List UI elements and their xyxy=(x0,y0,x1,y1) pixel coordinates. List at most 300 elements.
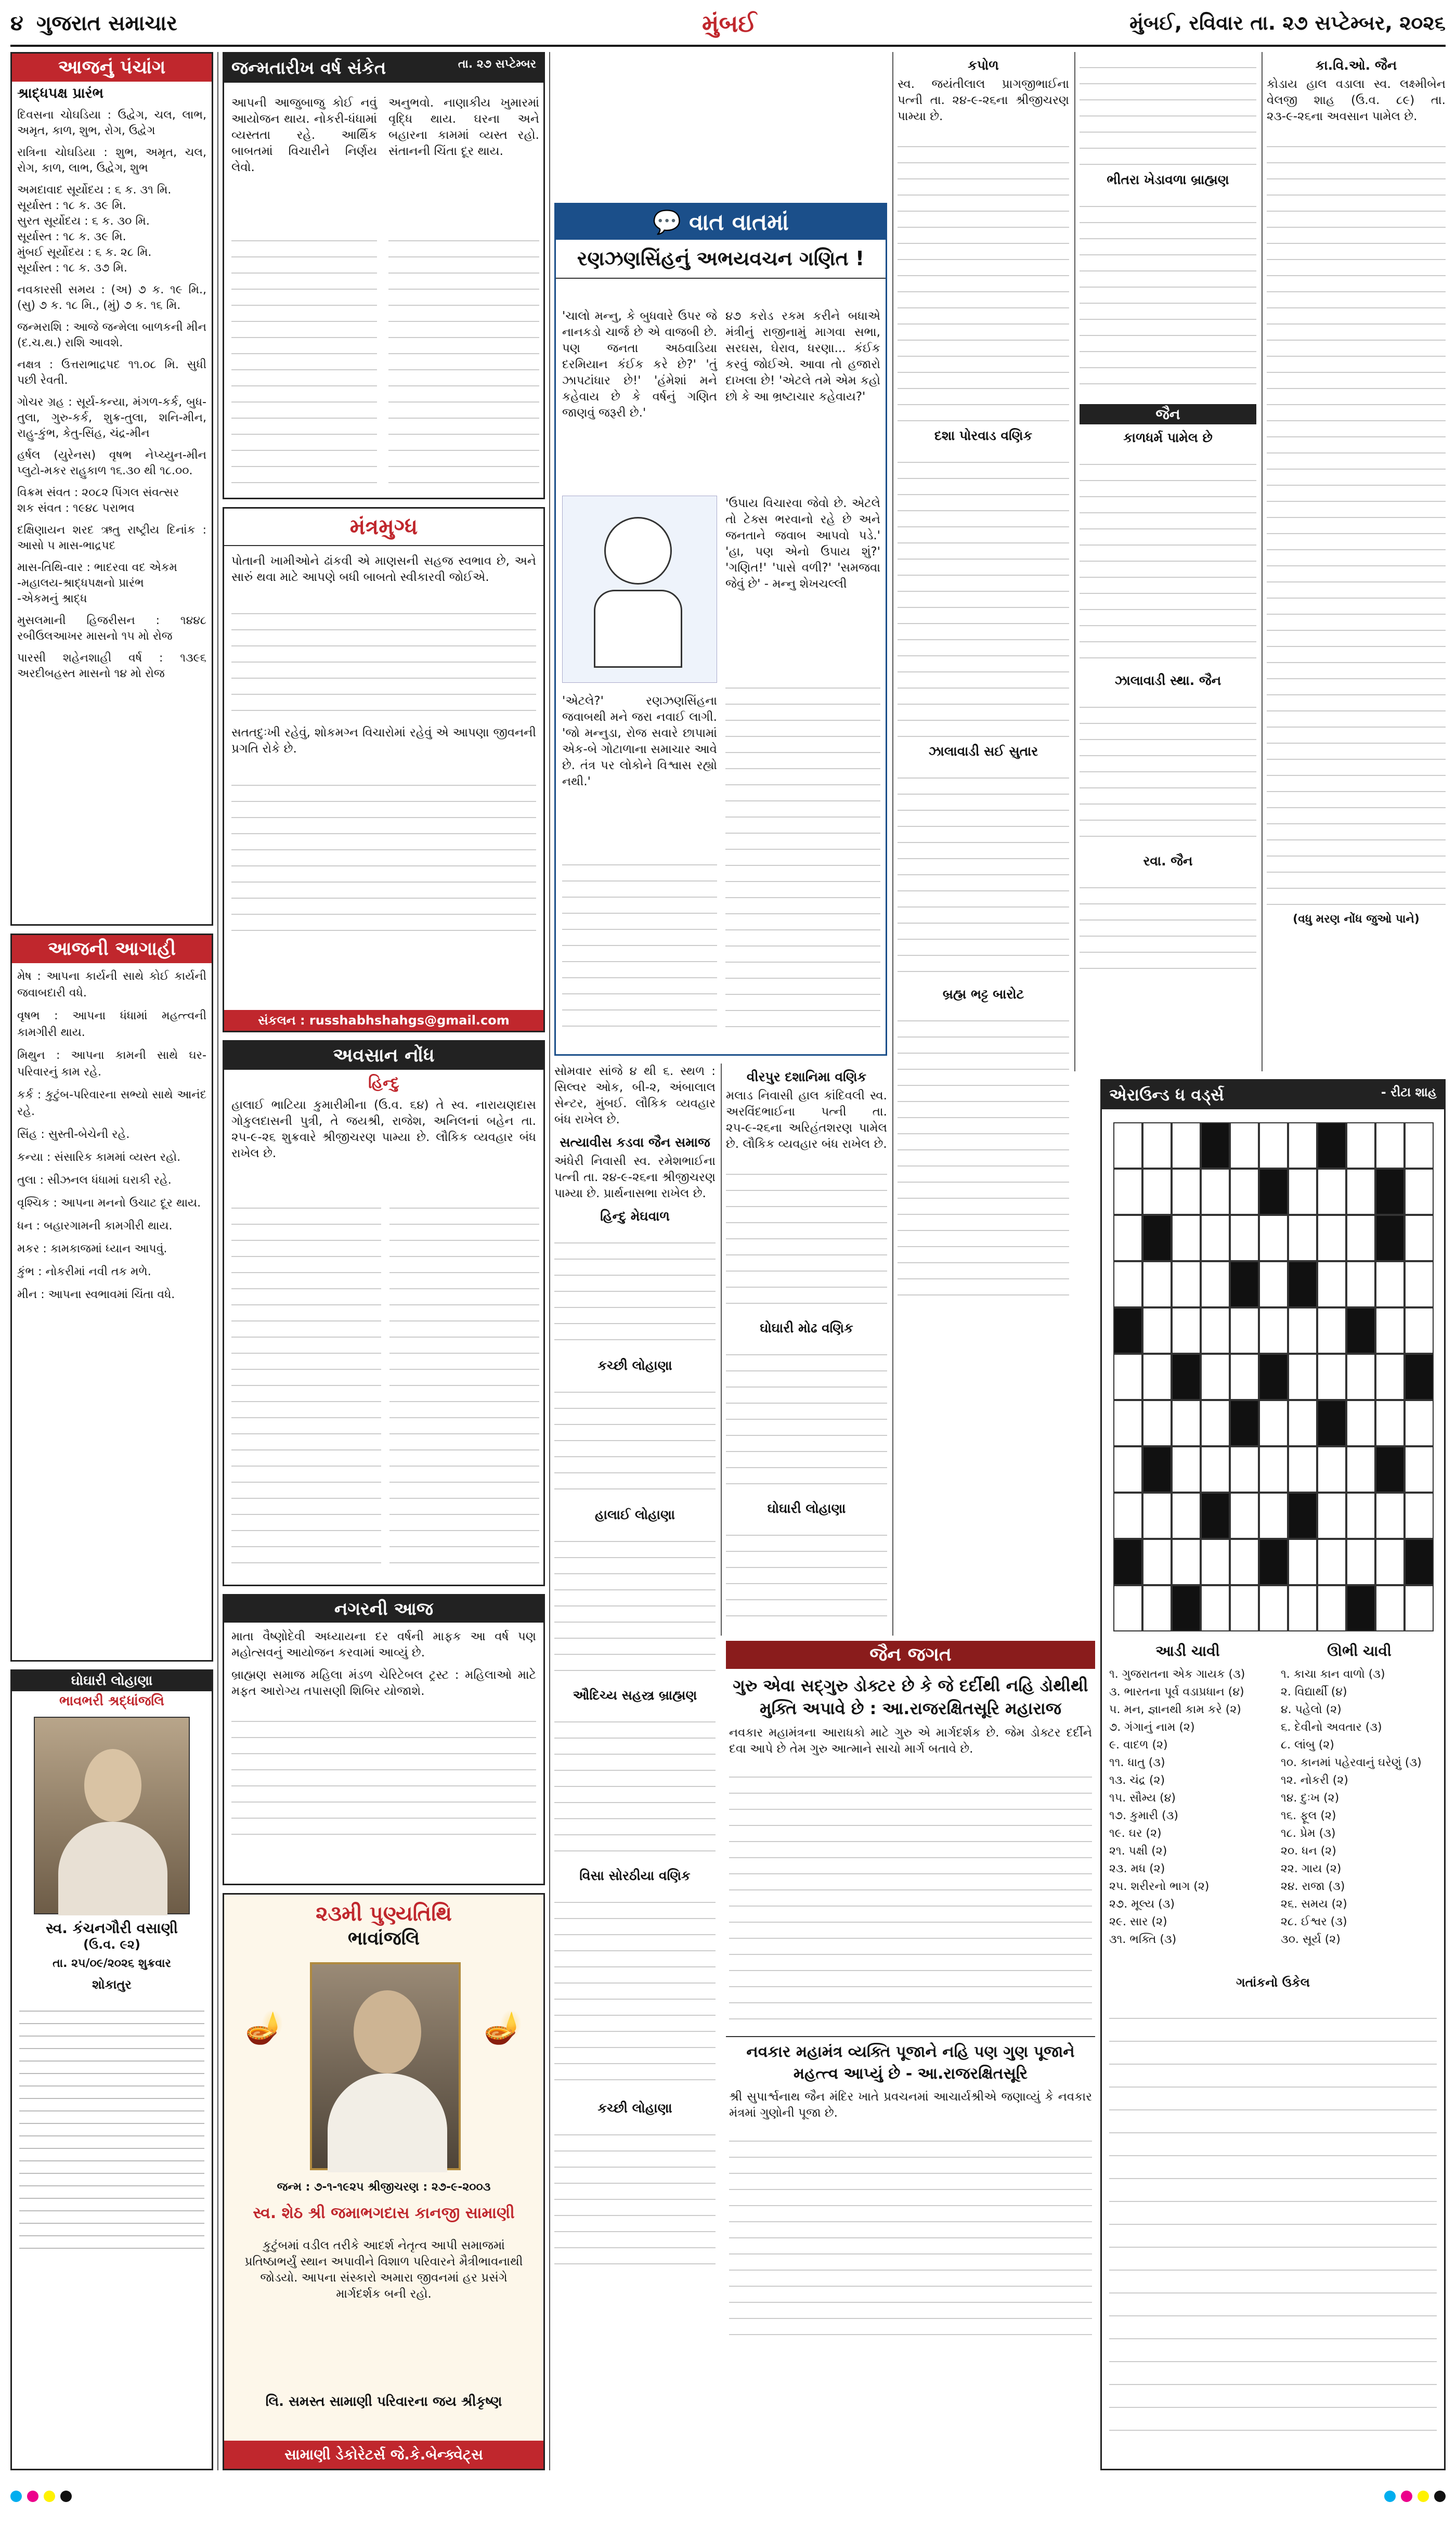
avsaan-text-lines xyxy=(389,1193,539,1577)
nagari-item: માતા વૈષ્ણોદેવી અધ્યાયના દર વર્ષની માફક આ વર્ષ પણ મહોત્સવનું આયોજન કરવામાં આવ્યું છે. xyxy=(231,1630,536,1660)
panchang-item: સુરત સૂર્યોદય : ૬ ક. ૩૦ મિ. xyxy=(17,215,150,228)
crossword-cell[interactable] xyxy=(1142,1493,1172,1539)
janma-date: તા. ૨૭ સપ્ટેમ્બર xyxy=(458,58,536,71)
death-notice: મલાડ નિવાસી હાલ કાંદિવલી સ્વ. અરવિંદભાઈના પત્ની તા. ૨૫-૯-૨૬ના અરિહંતશરણ પામેલ છે. લૌકિક વ્યવહાર બંધ રાખેલ છે. xyxy=(726,1089,887,1151)
crossword-cell[interactable] xyxy=(1375,1539,1405,1585)
nagari-box xyxy=(223,1594,545,1885)
crossword-cell[interactable] xyxy=(1172,1446,1201,1493)
forecast-item: સિંહ : સુસ્તી-બેચેની રહે. xyxy=(17,1128,130,1141)
nagari-title: નગરની આજ xyxy=(224,1596,543,1623)
crossword-block xyxy=(1142,1446,1172,1493)
notice-text-lines xyxy=(726,1159,887,1315)
crossword-cell[interactable] xyxy=(1405,1493,1434,1539)
crossword-cell[interactable] xyxy=(1172,1261,1201,1307)
jain-jagat-title: જૈન જગત xyxy=(726,1641,1095,1669)
face-shape xyxy=(354,1990,421,2074)
panchang-item: મુંબઈ સૂર્યોદય : ૬ ક. ૨૮ મિ. xyxy=(17,246,152,259)
community-heading: ઝાલાવાડી સ્થા. જૈન xyxy=(1114,673,1221,688)
forecast-item: મીન : આપના સ્વભાવમાં ચિંતા વધે. xyxy=(17,1288,175,1301)
crossword-cell[interactable] xyxy=(1259,1215,1288,1261)
deaths-col-a xyxy=(554,1064,716,2265)
crossword-cell[interactable] xyxy=(1142,1261,1172,1307)
crossword-cell[interactable] xyxy=(1172,1539,1201,1585)
clue-across: ૭. ગંગાનું નામ (૨) xyxy=(1109,1721,1195,1734)
obituary-community: ઘોઘારી લોહાણા xyxy=(12,1671,212,1691)
janma-col2: અનુભવો. નાણાકીય ખુમારમાં વૃદ્ધિ થાય. ઘરના અને બહારના કામમાં વ્યસ્ત રહો. સંતાનની ચિંતા દૂર થાય. xyxy=(388,96,539,158)
crossword-title: એરાઉન્ડ ધ વર્ડ્સ xyxy=(1109,1085,1224,1105)
crossword-block xyxy=(1317,1400,1346,1446)
death-notice: અંધેરી નિવાસી સ્વ. રમેશભાઈના પત્ની તા. ૨૪-૯-૨૬ના શ્રીજીચરણ પામ્યા છે. પ્રાર્થનાસભા રાખેલ છે. xyxy=(554,1155,716,1200)
nagari-item: બ્રાહ્મણ સમાજ મહિલા મંડળ ચેરિટેબલ ટ્રસ્ટ : મહિલાઓ માટે મફત આરોગ્ય તપાસણી શિબિર યોજાશે. xyxy=(231,1668,536,1698)
death-date: તા. ૨૫/૦૯/૨૦૨૬ શુક્રવાર xyxy=(53,1957,171,1970)
crossword-cell[interactable] xyxy=(1346,1493,1375,1539)
crossword-block xyxy=(1142,1215,1172,1261)
page-number: ૪ xyxy=(10,11,23,35)
crossword-cell[interactable] xyxy=(1172,1215,1201,1261)
panchang-item: શક સંવત : ૧૯૪૮ પરાભવ xyxy=(17,502,135,515)
crossword-block xyxy=(1288,1493,1317,1539)
forecast-item: કુંભ : નોકરીમાં નવી તક મળે. xyxy=(17,1265,151,1278)
jain-headline-1: ગુરુ એવા સદ્ગુરુ ડોક્ટર છે કે જે દર્દીથી નહિ ડોથીથી મુક્તિ અપાવે છે : આ.રાજરક્ષિતસૂરિ મહારાજ xyxy=(733,1676,1088,1718)
jain-body-1: નવકાર મહામંત્રના આરાધકો માટે ગુરુ એ માર્ગદર્શક છે. જેમ ડોક્ટર દર્દીને દવા આપે છે તેમ ગુરુ આત્માને સાચો માર્ગ બતાવે છે. xyxy=(729,1726,1092,1756)
panchang-item: સૂર્યાસ્ત : ૧૮ ક. ૩૯ મિ. xyxy=(17,230,126,243)
janma-col1: આપની આજુબાજુ કોઈ નવું આયોજન થાય. નોકરી-ધંધામાં વ્યસ્તતા રહે. આર્થિક બાબતમાં વિચારીને નિર્ણય લેવો. xyxy=(231,96,377,174)
crossword-cell[interactable] xyxy=(1142,1169,1172,1215)
avsaan-box xyxy=(223,1040,545,1586)
crossword-cell[interactable] xyxy=(1317,1493,1346,1539)
crossword-cell[interactable] xyxy=(1405,1585,1434,1631)
column-divider xyxy=(217,52,218,2470)
clue-down: ૩૦. સૂર્ય (૨) xyxy=(1281,1933,1341,1946)
crossword-cell[interactable] xyxy=(1259,1122,1288,1169)
vaat-box xyxy=(554,203,887,1056)
crossword-cell[interactable] xyxy=(1346,1446,1375,1493)
crossword-cell[interactable] xyxy=(1375,1585,1405,1631)
header-rule xyxy=(10,45,1446,47)
notice-text-lines xyxy=(898,447,1069,738)
deaths-col-e xyxy=(1267,52,1446,927)
notice-text-lines xyxy=(898,762,1069,981)
nagari-body xyxy=(224,1623,543,1847)
panchang-item: જન્મરાશિ : આજે જન્મેલા બાળકની મીન (દ.ચ.થ.) રાશિ આવશે. xyxy=(17,321,206,349)
vaat-headline: રણઝણસિંહનું અભયવચન ગણિત ! xyxy=(556,240,886,279)
crossword-cell[interactable] xyxy=(1405,1215,1434,1261)
color-dots xyxy=(10,2491,72,2502)
down-clues xyxy=(1281,1666,1442,1949)
down-title: ઊભી ચાવી xyxy=(1327,1642,1392,1660)
deceased-name: સ્વ. કંચનગૌરી વસાણી xyxy=(46,1920,178,1937)
crossword-cell[interactable] xyxy=(1375,1261,1405,1307)
panchang-item: વિક્રમ સંવત : ૨૦૮૨ પિંગલ સંવત્સર xyxy=(17,486,179,499)
lamp-icon: 🪔 xyxy=(484,2010,523,2046)
crossword-cell[interactable] xyxy=(1113,1585,1142,1631)
crossword-cell[interactable] xyxy=(1288,1354,1317,1400)
column-divider xyxy=(1074,52,1075,1071)
avsaan-text: હાલાઈ ભાટિયા કુમારીમીના (ઉ.વ. ૬૪) તે સ્વ. નારાયણદાસ ગોકુલદાસની પુત્રી, તે જયશ્રી, રાજેશ, અનિલનાં બહેન તા. ૨૫-૯-૨૬ શુક્રવારે શ્રીજીચરણ પામ્યા છે. લૌકિક વ્યવહાર બંધ રાખેલ છે. xyxy=(231,1098,536,1160)
forecast-item: કર્ક : કુટુંબ-પરિવારના સભ્યો સાથે આનંદ રહે. xyxy=(17,1088,206,1118)
clue-across: ૧૯. ઘર (૨) xyxy=(1109,1827,1162,1840)
forecast-item: વૃશ્ચિક : આપના મનનો ઉચાટ દૂર થાય. xyxy=(17,1197,201,1210)
death-notice: સોમવાર સાંજે ૪ થી ૬. સ્થળ : સિલ્વર ઓક, બી-૨, અંબાલાલ સેન્ટર, મુંબઈ. લૌકિક વ્યવહાર બંધ રાખેલ છે. xyxy=(554,1065,716,1126)
crossword-block xyxy=(1375,1169,1405,1215)
column-divider xyxy=(892,52,893,1636)
crossword-cell[interactable] xyxy=(1172,1169,1201,1215)
crossword-block xyxy=(1201,1122,1230,1169)
clue-across: ૧૭. કુમારી (૩) xyxy=(1109,1809,1178,1822)
crossword-cell[interactable] xyxy=(1259,1493,1288,1539)
crossword-block xyxy=(1113,1307,1142,1354)
community-heading: જૈન xyxy=(1080,404,1256,424)
vaat-col3: 'એટલે?' રણઝણસિંહના જવાબથી મને જરા નવાઈ લાગી. 'જો મન્નુડા, રોજ સવારે છાપામાં એક-બે ગોટાળાના સમાચાર આવે છે. તંત્ર પર લોકોને વિશ્વાસ રહ્યો નથી.' xyxy=(562,694,717,788)
crossword-grid[interactable] xyxy=(1113,1122,1434,1632)
crossword-cell[interactable] xyxy=(1405,1307,1434,1354)
crossword-block xyxy=(1172,1354,1201,1400)
column-divider xyxy=(549,52,550,2470)
panchang-title: આજનું પંચાંગ xyxy=(12,54,212,82)
tribute-title: ૨૩મી પુણ્યતિથિ xyxy=(316,1902,452,1926)
deaths-col-c xyxy=(898,52,1069,1297)
crossword-cell[interactable] xyxy=(1230,1493,1259,1539)
janma-header xyxy=(224,54,543,83)
panchang-item: દિવસના ચોઘડિયા : ઉદ્વેગ, ચલ, લાભ, અમૃત, કાળ, શુભ, રોગ, ઉદ્વેગ xyxy=(17,109,206,137)
crossword-block xyxy=(1259,1354,1288,1400)
panchang-item: હર્ષલ (યુરેનસ) વૃષભ નેપ્ચ્યુન-મીન પ્લુટો-મકર રાહુકાળ ૧૬.૩૦ થી ૧૮.૦૦. xyxy=(17,449,206,477)
crossword-author: - રીટા શાહ xyxy=(1381,1085,1437,1099)
crossword-cell[interactable] xyxy=(1288,1539,1317,1585)
crossword-cell[interactable] xyxy=(1346,1169,1375,1215)
clue-down: ૨૬. સમય (૨) xyxy=(1281,1898,1347,1911)
panchang-item: અમદાવાદ સૂર્યોદય : ૬ ક. ૩૧ મિ. xyxy=(17,184,172,197)
panchang-item: -એકમનું શ્રાદ્ધ xyxy=(17,592,87,605)
section-name: મુંબઈ xyxy=(702,9,757,37)
community-heading: કા.વિ.ઓ. જૈન xyxy=(1315,58,1397,73)
community-heading: રવા. જૈન xyxy=(1143,853,1193,869)
notice-text-lines xyxy=(1080,52,1256,166)
cartoon-face xyxy=(604,517,672,585)
crossword-block xyxy=(1375,1215,1405,1261)
crossword-cell[interactable] xyxy=(1317,1169,1346,1215)
crossword-block xyxy=(1346,1585,1375,1631)
crossword-cell[interactable] xyxy=(1346,1354,1375,1400)
crossword-cell[interactable] xyxy=(1375,1493,1405,1539)
crossword-cell[interactable] xyxy=(1317,1354,1346,1400)
crossword-block xyxy=(1288,1261,1317,1307)
crossword-cell[interactable] xyxy=(1113,1169,1142,1215)
crossword-cell[interactable] xyxy=(1172,1307,1201,1354)
notice-text-lines xyxy=(1080,692,1256,848)
clue-down: ૧૦. કાનમાં પહેરવાનું ઘરેણું (૩) xyxy=(1281,1756,1422,1769)
crossword-cell[interactable] xyxy=(1230,1354,1259,1400)
crossword-cell[interactable] xyxy=(1230,1169,1259,1215)
tribute-name: સ્વ. શેઠ શ્રી જમાભગદાસ કાનજી સામાણી xyxy=(253,2204,515,2222)
crossword-block xyxy=(1405,1539,1434,1585)
speech-bubble-icon: 💬 xyxy=(653,209,690,236)
more-notices-note: (વધુ મરણ નોંધ જુઓ પાને) xyxy=(1293,913,1420,926)
page-header xyxy=(10,7,1446,44)
notice-text-lines xyxy=(1267,131,1446,911)
crossword-block xyxy=(1317,1122,1346,1169)
crossword-cell[interactable] xyxy=(1259,1585,1288,1631)
mantra-quote: પોતાની ખામીઓને ઢાંકવી એ માણસની સહજ સ્વભાવ છે, અને સારું થવા માટે આપણે બધી બાબતો સ્વીકારવી જોઈએ. xyxy=(231,554,536,584)
crossword-cell[interactable] xyxy=(1346,1215,1375,1261)
notice-text-lines xyxy=(726,1339,887,1495)
forecast-item: ધન : બહારગામની કામગીરી થાય. xyxy=(17,1220,173,1233)
notice-text-lines xyxy=(898,131,1069,422)
community-heading: ભીતરા ખેડાવળા બ્રાહ્મણ xyxy=(1107,172,1229,187)
community-heading: કચ્છી લોહાણા xyxy=(597,1358,672,1373)
crossword-cell[interactable] xyxy=(1259,1261,1288,1307)
crossword-cell[interactable] xyxy=(1317,1261,1346,1307)
crossword-cell[interactable] xyxy=(1259,1400,1288,1446)
janma-text-lines xyxy=(388,225,539,485)
clue-down: ૧. કાચા કાન વાળો (૩) xyxy=(1281,1668,1385,1681)
tribute-dates: જન્મ : ૭-૧-૧૯૨૫ શ્રીજીચરણ : ૨૭-૯-૨૦૦૩ xyxy=(277,2181,491,2194)
crossword-cell[interactable] xyxy=(1405,1261,1434,1307)
crossword-cell[interactable] xyxy=(1317,1215,1346,1261)
panchang-item: સૂર્યાસ્ત : ૧૮ ક. ૩૯ મિ. xyxy=(17,199,126,212)
forecast-item: મેષ : આપના કાર્યની સાથે કોઈ કાર્યની જવાબદારી વધે. xyxy=(17,970,206,1000)
community-heading: ઔદિચ્ય સહસ્ત્ર બ્રાહ્મણ xyxy=(573,1688,697,1703)
community-heading: કપોળ xyxy=(968,58,999,73)
mantra-quote: સતતદુઃખી રહેવું, શોકમગ્ન વિચારોમાં રહેવું એ આપણા જીવનની પ્રગતિ રોકે છે. xyxy=(231,726,536,756)
crossword-block xyxy=(1230,1261,1259,1307)
dateline: મુંબઈ, રવિવાર તા. ૨૭ સપ્ટેમ્બર, ૨૦૨૬ xyxy=(1129,11,1446,34)
crossword-cell[interactable] xyxy=(1288,1585,1317,1631)
crossword-cell[interactable] xyxy=(1405,1446,1434,1493)
jain-headline-2: નવકાર મહામંત્ર વ્યક્તિ પૂજાને નહિ પણ ગુણ પૂજાને મહત્ત્વ આપ્યું છે - આ.રાજરક્ષિતસૂરિ xyxy=(726,2036,1095,2089)
obituary-left xyxy=(10,1669,213,2470)
crossword-cell[interactable] xyxy=(1172,1122,1201,1169)
crossword-cell[interactable] xyxy=(1259,1307,1288,1354)
lamp-icon: 🪔 xyxy=(245,2010,284,2046)
panchang-body xyxy=(12,82,212,692)
clue-across: ૧૧. ધાતુ (૩) xyxy=(1109,1756,1165,1769)
clue-down: ૨૮. ઈશ્વર (૩) xyxy=(1281,1915,1347,1928)
clue-across: ૧૫. સૌમ્ય (૪) xyxy=(1109,1792,1176,1805)
community-heading: વિસા સોરઠીયા વણિક xyxy=(579,1868,691,1883)
crossword-cell[interactable] xyxy=(1346,1261,1375,1307)
crossword-cell[interactable] xyxy=(1172,1400,1201,1446)
crossword-cell[interactable] xyxy=(1230,1446,1259,1493)
forecast-box xyxy=(10,934,213,1662)
deceased-age: (ઉ.વ. ૯૨) xyxy=(83,1937,140,1952)
cartoon-illustration xyxy=(562,496,717,683)
crossword-block xyxy=(1405,1354,1434,1400)
crossword-cell[interactable] xyxy=(1317,1446,1346,1493)
crossword-block xyxy=(1113,1539,1142,1585)
community-heading: કચ્છી લોહાણા xyxy=(597,2101,672,2116)
jain-text-lines xyxy=(729,2126,1092,2344)
avsaan-text-lines xyxy=(231,1193,381,1577)
janma-box xyxy=(223,52,545,499)
crossword-cell[interactable] xyxy=(1317,1539,1346,1585)
color-dots xyxy=(1384,2491,1446,2502)
crossword-cell[interactable] xyxy=(1288,1400,1317,1446)
newspaper-name: ગુજરાત સમાચાર xyxy=(36,11,177,35)
column-divider xyxy=(1262,52,1263,1071)
crossword-cell[interactable] xyxy=(1288,1215,1317,1261)
mantra-body xyxy=(224,546,543,943)
crossword-cell[interactable] xyxy=(1375,1400,1405,1446)
mantra-box xyxy=(223,507,545,1032)
clue-down: ૧૬. ફૂલ (૨) xyxy=(1281,1809,1336,1822)
community-heading: કાળધર્મ પામેલ છે xyxy=(1123,430,1213,445)
deaths-col-d xyxy=(1080,52,1256,976)
across-clues xyxy=(1109,1666,1270,1949)
crossword-cell[interactable] xyxy=(1142,1307,1172,1354)
crossword-cell[interactable] xyxy=(1201,1446,1230,1493)
notice-text-lines xyxy=(1080,449,1256,667)
crossword-cell[interactable] xyxy=(1113,1400,1142,1446)
crossword-cell[interactable] xyxy=(1113,1354,1142,1400)
clue-across: ૨૩. મધ (૨) xyxy=(1109,1862,1165,1875)
tribute-body: કુટુંબમાં વડીલ તરીકે આદર્શ નેતૃત્વ આપી સમાજમાં પ્રતિષ્ઠાભર્યું સ્થાન અપાવીને વિશાળ પરિવારને મૈત્રીભાવનાથી જોડયો. આપના સંસ્કારો અમારા જીવનમાં હર પ્રસંગે માર્ગદર્શક બની રહો. xyxy=(244,2239,523,2301)
across-title: આડી ચાવી xyxy=(1155,1642,1220,1660)
crossword-cell[interactable] xyxy=(1375,1307,1405,1354)
crossword-header xyxy=(1102,1081,1444,1109)
panchang-item: નવકારસી સમય : (અ) ૭ ક. ૧૯ મિ., (સુ) ૭ ક. ૧૮ મિ., (મું) ૭ ક. ૧૬ મિ. xyxy=(17,283,206,312)
community-heading: સત્યાવીસ કડવા જૈન સમાજ xyxy=(560,1135,710,1150)
community-heading: હાલાઈ લોહાણા xyxy=(595,1507,675,1522)
cartoon-body xyxy=(594,590,682,668)
crossword-cell[interactable] xyxy=(1201,1261,1230,1307)
community-heading: વીરપુર દશાનિમા વણિક xyxy=(746,1069,867,1084)
avsaan-community: હિન્દુ xyxy=(368,1074,399,1092)
crossword-cell[interactable] xyxy=(1317,1307,1346,1354)
notice-text-lines xyxy=(1080,191,1256,399)
crossword-cell[interactable] xyxy=(1142,1585,1172,1631)
crossword-cell[interactable] xyxy=(1346,1539,1375,1585)
janma-title: જન્મતારીખ વર્ષ સંકેત xyxy=(231,58,386,79)
crossword-cell[interactable] xyxy=(1288,1169,1317,1215)
crossword-cell[interactable] xyxy=(1230,1307,1259,1354)
tribute-footer: લિ. સમસ્ત સામાણી પરિવારના જય શ્રીકૃષ્ણ xyxy=(265,2394,502,2409)
crossword-cell[interactable] xyxy=(1288,1122,1317,1169)
mantra-text-lines xyxy=(231,770,536,936)
crossword-cell[interactable] xyxy=(1113,1261,1142,1307)
death-notice: કોડાય હાલ વડાલા સ્વ. લક્ષ્મીબેન વેલજી શાહ (ઉ.વ. ૮૯) તા. ૨૩-૯-૨૬ના અવસાન પામેલ છે. xyxy=(1267,77,1446,123)
crossword-cell[interactable] xyxy=(1201,1585,1230,1631)
community-heading: હિન્દુ મેઘવાળ xyxy=(600,1209,670,1224)
crossword-cell[interactable] xyxy=(1201,1354,1230,1400)
crossword-cell[interactable] xyxy=(1346,1400,1375,1446)
crossword-cell[interactable] xyxy=(1259,1446,1288,1493)
clue-across: ૨૫. શરીરનો ભાગ (૨) xyxy=(1109,1880,1210,1893)
jain-jagat-box xyxy=(726,1641,1095,2470)
community-heading: ઝાલાવાડી સઈ સુતાર xyxy=(928,744,1038,759)
crossword-cell[interactable] xyxy=(1230,1585,1259,1631)
crossword-cell[interactable] xyxy=(1113,1215,1142,1261)
mantra-credit: સંકલન : russhabhshahgs@gmail.com xyxy=(224,1010,543,1031)
notice-text-lines xyxy=(554,1377,716,1501)
deaths-col-b xyxy=(726,1064,887,1624)
death-notice: સ્વ. જયંતીલાલ પ્રાગજીભાઈના પત્ની તા. ૨૪-૯-૨૬ના શ્રીજીચરણ પામ્યા છે. xyxy=(898,77,1069,123)
mantra-title: મંત્રમુગ્ધ xyxy=(224,509,543,546)
crossword-cell[interactable] xyxy=(1142,1354,1172,1400)
mantra-text-lines xyxy=(231,598,536,712)
crossword-block xyxy=(1230,1400,1259,1446)
notice-text-lines xyxy=(554,1887,716,2095)
body-shape xyxy=(328,2074,447,2172)
clue-across: ૩. ભારતના પૂર્વ વડાપ્રધાન (૪) xyxy=(1109,1686,1244,1699)
clue-across: ૫. મન, જ્ઞાનથી કામ કરે (૨) xyxy=(1109,1703,1241,1716)
forecast-body xyxy=(12,963,212,1315)
crossword-cell[interactable] xyxy=(1172,1493,1201,1539)
crossword-cell[interactable] xyxy=(1142,1400,1172,1446)
forecast-item: વૃષભ : આપના ધંધામાં મહત્ત્વની કામગીરી થાય. xyxy=(17,1009,206,1039)
vaat-col1: 'ચાલો મન્નુ, કે બુધવારે ઉપર જે નાનકડો ચાર્જ છે એ વાજબી છે. પણ જનતા અઠવાડિયા દરમિયાન કંઈક કરે છે?' 'તું ઝાપટાંધાર છે!' 'હંમેશાં મને કહેવાય છે કે વર્ષનું ગણિત જાણવું જરૂરી છે.' xyxy=(562,309,717,420)
forecast-item: કન્યા : સંસારિક કામમાં વ્યસ્ત રહો. xyxy=(17,1151,181,1164)
panchang-item: -મહાલય-શ્રાદ્ધપક્ષનો પ્રારંભ xyxy=(17,577,144,590)
clue-down: ૬. દેવીનો અવતાર (૩) xyxy=(1281,1721,1382,1734)
forecast-item: મિથુન : આપના કામની સાથે ઘર-પરિવારનું કામ રહે. xyxy=(17,1049,206,1079)
crossword-cell[interactable] xyxy=(1142,1122,1172,1169)
crossword-cell[interactable] xyxy=(1288,1446,1317,1493)
panchang-item: દક્ષિણાયન શરદ ઋતુ રાષ્ટ્રીય દિનાંક : આસો ૫ માસ-ભાદ્રપદ xyxy=(17,524,206,552)
mourners-label: શોકાતુર xyxy=(92,1977,132,1992)
crossword-cell[interactable] xyxy=(1201,1307,1230,1354)
portrait-photo xyxy=(34,1717,190,1914)
crossword-cell[interactable] xyxy=(1201,1169,1230,1215)
crossword-cell[interactable] xyxy=(1405,1169,1434,1215)
crossword-cell[interactable] xyxy=(1405,1122,1434,1169)
crossword-cell[interactable] xyxy=(1375,1122,1405,1169)
crossword-cell[interactable] xyxy=(1230,1122,1259,1169)
crossword-cell[interactable] xyxy=(1317,1585,1346,1631)
notice-text-lines xyxy=(554,1526,716,1682)
clue-down: ૨૪. રાજા (૩) xyxy=(1281,1880,1345,1893)
clue-across: ૯. વાદળ (૨) xyxy=(1109,1739,1168,1752)
forecast-item: તુલા : સીઝનલ ધંધામાં ઘરાકી રહે. xyxy=(17,1174,172,1187)
panchang-item: સૂર્યાસ્ત : ૧૮ ક. ૩૭ મિ. xyxy=(17,262,127,275)
clue-down: ૨૦. ધન (૨) xyxy=(1281,1845,1336,1858)
clue-across: ૧૩. ચંદ્ર (૨) xyxy=(1109,1774,1165,1787)
crossword-cell[interactable] xyxy=(1201,1539,1230,1585)
crossword-box xyxy=(1100,1079,1446,2470)
body-shape xyxy=(58,1822,167,1915)
face-shape xyxy=(84,1749,141,1822)
crossword-cell[interactable] xyxy=(1201,1215,1230,1261)
tribute-subtitle: ભાવાંજલિ xyxy=(347,1928,420,1949)
clue-down: ૨૨. ગાય (૨) xyxy=(1281,1862,1342,1875)
clue-down: ૪. પહેલો (૨) xyxy=(1281,1703,1342,1716)
crossword-cell[interactable] xyxy=(1201,1400,1230,1446)
tribute-bottom-bar: સામાણી ડેકોરેટર્સ જે.કે.બેન્ક્વેટ્સ xyxy=(224,2441,543,2469)
panchang-item: પારસી શહેનશાહી વર્ષ : ૧૩૯૬ અરદીબહસ્ત માસનો ૧૪ મો રોજ xyxy=(17,652,206,680)
notice-text-lines xyxy=(1080,872,1256,976)
crossword-cell[interactable] xyxy=(1405,1400,1434,1446)
jain-text-lines xyxy=(729,1761,1092,2032)
crossword-cell[interactable] xyxy=(1142,1539,1172,1585)
tribute-advert xyxy=(223,1893,545,2470)
crossword-cell[interactable] xyxy=(1230,1539,1259,1585)
crossword-cell[interactable] xyxy=(1113,1493,1142,1539)
crossword-cell[interactable] xyxy=(1113,1446,1142,1493)
crossword-cell[interactable] xyxy=(1288,1307,1317,1354)
community-heading: બ્રહ્મ ભટ્ટ બારોટ xyxy=(942,987,1024,1002)
crossword-cell[interactable] xyxy=(1230,1215,1259,1261)
crossword-cell[interactable] xyxy=(1346,1122,1375,1169)
notice-text-lines xyxy=(554,1706,716,1862)
crossword-block xyxy=(1259,1169,1288,1215)
column-divider xyxy=(721,1064,722,1636)
panchang-item: ગોચર ગ્રહ : સૂર્ય-કન્યા, મંગળ-કર્ક, બુધ-તુલા, ગુરુ-કર્ક, શુક્ર-તુલા, શનિ-મીન, રાહુ-કુંભ, કેતુ-સિંહ, ચંદ્ર-મીન xyxy=(17,396,206,440)
panchang-item: મુસલમાની હિજરીસન : ૧૪૪૮ રબીઉલઆખર માસનો ૧૫ મો રોજ xyxy=(17,614,206,643)
crossword-block xyxy=(1259,1539,1288,1585)
crossword-cell[interactable] xyxy=(1375,1354,1405,1400)
notice-text-lines xyxy=(554,2119,716,2265)
crossword-cell[interactable] xyxy=(1113,1122,1142,1169)
